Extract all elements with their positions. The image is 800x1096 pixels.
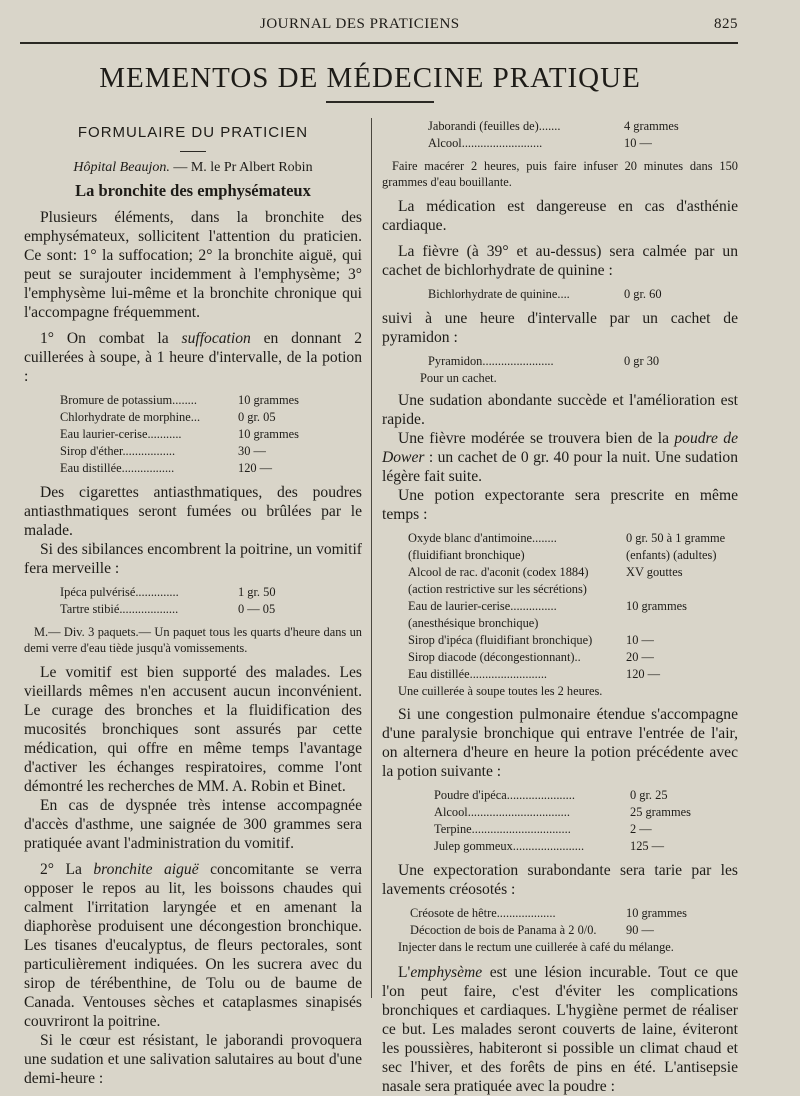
paragraph: [24, 329, 362, 386]
prescription-line: [24, 443, 362, 460]
ingredient-name: (anesthésique bronchique): [408, 616, 539, 630]
ingredient-dose: 90 —: [626, 923, 654, 937]
prescription-line: [382, 286, 738, 303]
ingredient-dose: 10 grammes: [626, 906, 687, 920]
prescription: [382, 353, 738, 370]
ingredient-name: Sirop d'éther.................: [60, 444, 176, 458]
prescription-note: M.— Div. 3 paquets.— Un paquet tous les quarts d'heure dans un demi verre d'eau tiède jusqu'à vomissements.: [24, 625, 362, 655]
prescription-line: [382, 353, 738, 370]
section-rule: [180, 151, 206, 152]
paragraph: Des cigarettes antiasthmatiques, des poudres antiasthmatiques seront fumées ou brûlées par le malade.: [24, 484, 362, 539]
ingredient-dose: 30 —: [238, 444, 266, 458]
paragraph: Une expectoration surabondante sera tarie par les lavements créosotés :: [382, 862, 738, 898]
ingredient-name: Bromure de potassium........: [60, 393, 197, 407]
ingredient-name: Créosote de hêtre...................: [410, 906, 556, 920]
prescription-line: [382, 804, 738, 821]
prescription-line: [382, 118, 738, 135]
ingredient-name: Alcool de rac. d'aconit (codex 1884): [408, 565, 589, 579]
prescription: [382, 905, 738, 939]
emphasis: poudre de Dower: [382, 430, 738, 466]
ingredient-dose: 20 —: [626, 650, 654, 664]
ingredient-name: Oxyde blanc d'antimoine........: [408, 531, 557, 545]
prescription-line: [24, 392, 362, 409]
ingredient-name: Terpine................................: [434, 822, 571, 836]
emphasis: emphysème: [410, 964, 483, 981]
prescription-line: [382, 135, 738, 152]
ingredient-dose: 0 — 05: [238, 602, 276, 616]
prescription: [24, 584, 362, 618]
prescription-line: [24, 409, 362, 426]
prescription-line: [24, 426, 362, 443]
paragraph: La fièvre (à 39° et au-dessus) sera calmée par un cachet de bichlorhydrate de quinine :: [382, 243, 738, 279]
ingredient-dose: 10 —: [624, 136, 652, 150]
ingredient-name: (action restrictive sur les sécrétions): [408, 582, 587, 596]
paragraph: Une potion expectorante sera prescrite en même temps :: [382, 487, 738, 523]
ingredient-dose: 25 grammes: [630, 805, 691, 819]
ingredient-dose: 0 gr. 05: [238, 410, 276, 424]
paragraph: Si des sibilances encombrent la poitrine, un vomitif fera merveille :: [24, 541, 362, 577]
text-run: en donnant 2 cuillerées à soupe, à 1 heure d'intervalle, de la potion :: [24, 330, 362, 385]
ingredient-name: Ipéca pulvérisé..............: [60, 585, 179, 599]
ingredient-name: Pyramidon.......................: [428, 354, 554, 368]
byline: [24, 160, 362, 176]
main-title: MEMENTOS DE MÉDECINE PRATIQUE: [99, 62, 641, 94]
ingredient-dose: 10 grammes: [626, 599, 687, 613]
paragraph: Le vomitif est bien supporté des malades. Les vieillards mêmes n'en accusent aucun inconvénient. Le curage des bronches et la fluidification des mucosités bronchiques sont assurés par cette médication, qui offre en même temps l'avantage d'activer les échanges respiratoires, comme l'ont démontré les recherches de MM. A. Robin et Binet.: [24, 664, 362, 795]
running-head: [20, 14, 738, 40]
prescription-line: [382, 649, 738, 666]
left-column: [24, 116, 362, 1088]
emphasis: bronchite aiguë: [93, 861, 199, 878]
paragraph: [382, 963, 738, 1096]
page-number: 825: [714, 16, 738, 32]
ingredient-dose: 120 —: [626, 667, 661, 681]
prescription-line: [382, 905, 738, 922]
ingredient-name: Poudre d'ipéca......................: [434, 788, 575, 802]
prescription-line: [382, 598, 738, 615]
ingredient-name: (fluidifiant bronchique): [408, 548, 525, 562]
prescription-line: [382, 838, 738, 855]
prescription: [382, 286, 738, 303]
ingredient-dose: 10 grammes: [238, 393, 299, 407]
paragraph: En cas de dyspnée très intense accompagnée d'accès d'asthme, une saignée de 300 grammes sera pratiquée avant l'administration du vomitif.: [24, 797, 362, 852]
ingredient-dose: 0 gr. 60: [624, 287, 662, 301]
right-column: [382, 116, 738, 1096]
column-divider: [371, 118, 372, 998]
prescription-line: [24, 584, 362, 601]
ingredient-name: Eau de laurier-cerise...............: [408, 599, 557, 613]
text-run: 2° La: [40, 861, 94, 878]
prescription: [24, 392, 362, 477]
ingredient-name: Sirop d'ipéca (fluidifiant bronchique): [408, 633, 593, 647]
prescription-line: [382, 787, 738, 804]
ingredient-name: Décoction de bois de Panama à 2 0/0.: [410, 923, 597, 937]
prescription: [382, 118, 738, 152]
prescription-line: [382, 615, 738, 632]
paragraph: Si une congestion pulmonaire étendue s'accompagne d'une paralysie bronchique qui entrave l'entrée de l'air, on alternera d'heure en heure la potion précédente avec la potion suivante :: [382, 706, 738, 780]
prescription-line: [382, 530, 738, 547]
header-rule: [20, 42, 738, 44]
prescription: [382, 787, 738, 855]
prescription-line: [24, 601, 362, 618]
prescription-line: [382, 547, 738, 564]
prescription-line: [382, 564, 738, 581]
paragraph: [382, 429, 738, 486]
ingredient-name: Jaborandi (feuilles de).......: [428, 119, 561, 133]
article-title: La bronchite des emphysémateux: [75, 181, 311, 200]
emphasis: suffocation: [181, 330, 251, 347]
prescription-note: Injecter dans le rectum une cuillerée à café du mélange.: [398, 940, 674, 954]
prescription: [382, 530, 738, 683]
ingredient-name: Eau laurier-cerise...........: [60, 427, 182, 441]
ingredient-dose: 10 —: [626, 633, 654, 647]
ingredient-dose: 4 grammes: [624, 119, 679, 133]
text-run: 1° On combat la: [40, 330, 182, 347]
ingredient-dose: 125 —: [630, 839, 665, 853]
byline-place: Hôpital Beaujon.: [73, 160, 170, 175]
prescription-line: [382, 632, 738, 649]
journal-title: JOURNAL DES PRATICIENS: [260, 16, 460, 32]
prescription-line: [24, 460, 362, 477]
ingredient-name: Julep gommeux.......................: [434, 839, 585, 853]
paragraph: [24, 860, 362, 1031]
prescription-note: Une cuillerée à soupe toutes les 2 heures.: [398, 684, 603, 698]
ingredient-dose: 2 —: [630, 822, 652, 836]
paragraph: La médication est dangereuse en cas d'asthénie cardiaque.: [382, 198, 738, 234]
prescription-line: [382, 666, 738, 683]
paragraph: Si le cœur est résistant, le jaborandi provoquera une sudation et une salivation salutaires au bout d'une demi-heure :: [24, 1032, 362, 1087]
ingredient-dose: 0 gr. 50 à 1 gramme: [626, 531, 726, 545]
ingredient-name: Bichlorhydrate de quinine....: [428, 287, 570, 301]
paragraph: Une sudation abondante succède et l'amélioration est rapide.: [382, 392, 738, 428]
ingredient-dose: 0 gr 30: [624, 354, 660, 368]
ingredient-name: Alcool.................................: [434, 805, 570, 819]
ingredient-dose: 120 —: [238, 461, 273, 475]
ingredient-dose: 1 gr. 50: [238, 585, 276, 599]
ingredient-dose: 0 gr. 25: [630, 788, 668, 802]
ingredient-name: Chlorhydrate de morphine...: [60, 410, 201, 424]
ingredient-name: Sirop diacode (décongestionnant)..: [408, 650, 581, 664]
text-run: Une fièvre modérée se trouvera bien de la: [398, 430, 675, 447]
prescription-line: [382, 821, 738, 838]
ingredient-name: Alcool..........................: [428, 136, 543, 150]
byline-author: — M. le Pr Albert Robin: [169, 160, 313, 175]
title-rule: [326, 101, 434, 103]
text-run: L': [398, 964, 411, 981]
prescription-note: Pour un cachet.: [420, 371, 497, 385]
ingredient-name: Eau distillée.........................: [408, 667, 548, 681]
ingredient-dose: 10 grammes: [238, 427, 299, 441]
ingredient-name: Eau distillée.................: [60, 461, 175, 475]
text-run: : un cachet de 0 gr. 40 pour la nuit. Une sudation légère fait suite.: [382, 449, 738, 485]
ingredient-dose: (enfants) (adultes): [626, 548, 717, 562]
ingredient-dose: XV gouttes: [626, 565, 683, 579]
ingredient-name: Tartre stibié...................: [60, 602, 179, 616]
prescription-line: [382, 581, 738, 598]
text-run: est une lésion incurable. Tout ce que l'on peut faire, c'est d'éviter les complications bronchiques et cardiaques. L'hygiène permet de réaliser ce but. Les malades seront couverts de laine, éviteront les poussières, habiteront si possible un climat chaud et sec l'hiver, et des forêts de pins en été. L'antisepsie nasale sera pratiquée avec la poudre :: [382, 964, 738, 1095]
paragraph: Plusieurs éléments, dans la bronchite des emphysémateux, sollicitent l'attention du praticien. Ce sont: 1° la suffocation; 2° la bronchite aiguë, qui peut se surajouter incidemment à l'emphysème; 3° l'emphysème lui-même et la bronchite chronique qui l'accompagne fréquemment.: [24, 209, 362, 321]
prescription-note: Faire macérer 2 heures, puis faire infuser 20 minutes dans 150 grammes d'eau bouillante.: [382, 159, 738, 189]
paragraph: suivi à une heure d'intervalle par un cachet de pyramidon :: [382, 310, 738, 346]
text-run: concomitante se verra opposer le repos au lit, les boissons chaudes qui calment l'irritation laryngée et en amenant la diaphorèse produisent une décongestion bronchique. Les tisanes d'eucalyptus, de fleurs pectorales, sont particulièrement indiquées. On les sucrera avec du sirop de térébenthine, de Tolu ou de baume de Canada. Ventouses sèches et cataplasmes sinapisés couvriront la poitrine.: [24, 861, 362, 1030]
section-heading: FORMULAIRE DU PRATICIEN: [77, 124, 309, 141]
prescription-line: [382, 922, 738, 939]
